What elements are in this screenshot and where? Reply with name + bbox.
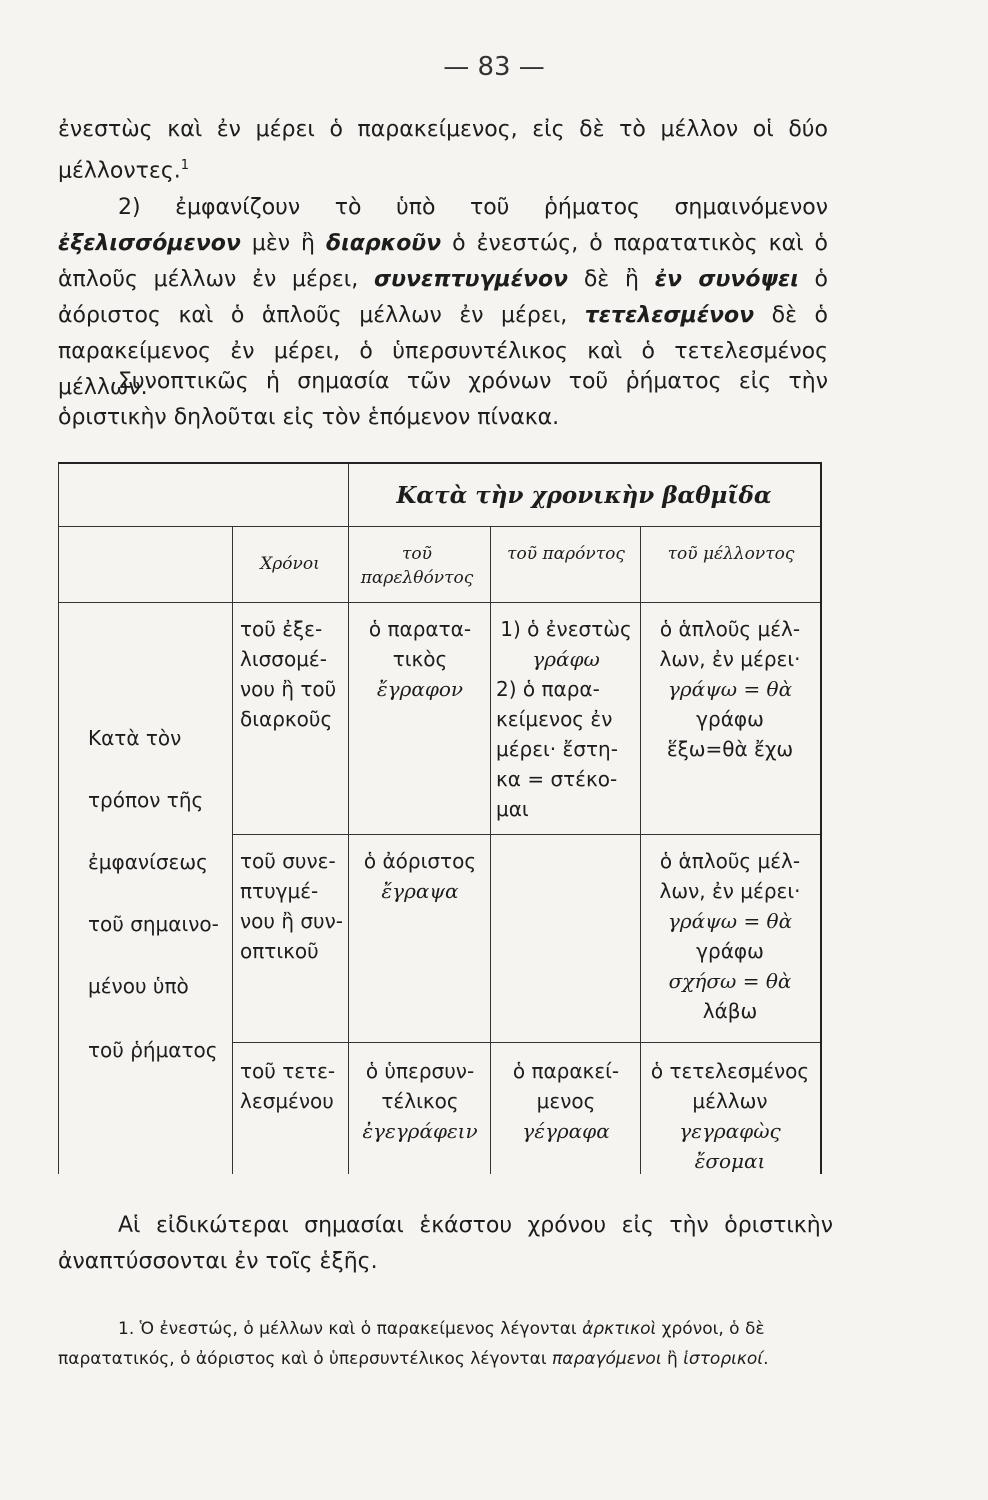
row3-future-line: ὁ τετελεσμένος <box>650 1059 810 1083</box>
paragraph-3: Συνοπτικῶς ἡ σημασία τῶν χρόνων τοῦ ῥήματος εἰς τὴν ὁριστικὴν δηλοῦται εἰς τὸν ἑπόμενον πίνακα. <box>58 369 828 430</box>
row1-future <box>642 614 818 764</box>
row2-future-line: λων, ἐν μέρει· <box>659 879 801 903</box>
footnote-text-g: . <box>763 1349 769 1369</box>
row-label-5: μένου ὑπὸ <box>88 974 189 998</box>
row2-past-example: ἔγραψα <box>381 879 459 903</box>
row1-chronoi-line: νου ἢ τοῦ <box>240 677 337 701</box>
row1-chronoi-line: διαρκοῦς <box>240 707 333 731</box>
row2-chronoi-line: οπτικοῦ <box>240 939 319 963</box>
term-diarkoun: διαρκοῦν <box>326 231 442 256</box>
row3-past <box>350 1056 490 1146</box>
row3-chronoi <box>240 1056 350 1116</box>
row-label-6: τοῦ ῥήματος <box>88 1038 218 1062</box>
row1-present-line: 2) ὁ παρα- <box>496 677 600 701</box>
row3-present-line: μενος <box>536 1089 596 1113</box>
row-label-3: ἐμφανίσεως <box>88 850 208 874</box>
row1-chronoi-line: τοῦ ἐξε- <box>240 617 323 641</box>
row1-present-line: μέρει· ἔστη- <box>496 737 618 761</box>
row3-present <box>492 1056 640 1146</box>
footnote-term-arktikoi: ἀρκτικοὶ <box>582 1319 657 1339</box>
row3-future-example-2: ἔσομαι <box>694 1149 766 1173</box>
row-label-4: τοῦ σημαινο- <box>88 912 219 936</box>
row3-present-line: ὁ παρακεί- <box>512 1059 620 1083</box>
row1-future-line: γράφω <box>696 707 764 731</box>
row1-present <box>492 614 640 824</box>
header-past: τοῦ παρελθόντος <box>360 544 474 588</box>
row1-future-example: γράψω = θὰ <box>667 677 793 701</box>
row3-present-example: γέγραφα <box>522 1119 610 1143</box>
footnote-text-c: χρόνοι, ὁ δὲ παρατατικός, ὁ ἀόριστος καὶ ὁ ὑπερσυντέλικος λέγονται <box>58 1319 765 1369</box>
row1-past-example: ἔγραφον <box>376 677 464 701</box>
footnote-term-paragomenoi: παραγόμενοι <box>552 1349 662 1369</box>
row1-chronoi-line: λισσομέ- <box>240 647 327 671</box>
footnote-term-istorikoi: ἱστορικοί <box>683 1349 764 1369</box>
row2-chronoi-line: πτυγμέ- <box>240 879 319 903</box>
row3-past-line: τέλικος <box>381 1089 459 1113</box>
row2-chronoi <box>240 846 350 966</box>
footnote-marker: 1 <box>180 158 189 173</box>
row2-future-line: λάβω <box>702 999 758 1023</box>
row1-past <box>350 614 490 704</box>
row1-future-line: ἕξω=θὰ ἔχω <box>666 737 794 761</box>
paragraph-1 <box>58 112 828 189</box>
p2-text-i: ὁ ἀόριστος καὶ ὁ ἁπλοῦς μέλλων ἐν μέρει, <box>58 267 829 328</box>
row2-future-line: γράφω <box>696 939 764 963</box>
footnote-text-a: 1. Ὁ ἐνεστώς, ὁ μέλλων καὶ ὁ παρακείμενος λέγονται <box>118 1319 583 1339</box>
paragraph-4: Αἱ εἰδικώτεραι σημασίαι ἑκάστου χρόνου εἰς τὴν ὁριστικὴν ἀναπτύσσονται ἐν τοῖς ἑξῆς. <box>58 1213 833 1274</box>
row2-past-line: ὁ ἀόριστος <box>363 849 477 873</box>
p2-text-c: μὲν ἢ <box>240 231 327 256</box>
table-divider-col1 <box>232 526 233 1174</box>
p2-text-e: ὁ ἐνεστώς, ὁ παρατατικὸς καὶ ὁ ἁπλοῦς μέλλων ἐν μέρει, <box>58 231 829 292</box>
row3-past-line: ὁ ὑπερσυν- <box>365 1059 475 1083</box>
page-number: — 83 — <box>443 52 545 82</box>
row1-future-line: λων, ἐν μέρει· <box>659 647 801 671</box>
header-future: τοῦ μέλλοντος <box>667 544 795 564</box>
row2-chronoi-line: τοῦ συνε- <box>240 849 336 873</box>
row2-chronoi-line: νου ἢ συν- <box>240 909 344 933</box>
term-en-synopsei: ἐν συνόψει <box>654 267 799 292</box>
table-row1-rule <box>232 834 820 835</box>
row1-future-line: ὁ ἁπλοῦς μέλ- <box>659 617 801 641</box>
row-label-1: Κατὰ τὸν <box>88 726 182 750</box>
row1-present-line: κείμενος ἐν <box>496 707 613 731</box>
row1-present-line: 1) ὁ ἐνεστὼς <box>500 617 632 641</box>
row2-future-example: γράψω = θὰ <box>667 909 793 933</box>
row3-past-example: ἐγεγράφειν <box>362 1119 478 1143</box>
paragraph-1-text: ἐνεστὼς καὶ ἐν μέρει ὁ παρακείμενος, εἰς δὲ τὸ μέλλον οἱ δύο μέλλοντες. <box>58 117 828 184</box>
row3-future-line: μέλλων <box>692 1089 768 1113</box>
header-present: τοῦ παρόντος <box>507 544 625 564</box>
table-divider-col4 <box>640 526 641 1174</box>
table-title: Κατὰ τὴν χρονικὴν βαθμῖδα <box>396 482 772 509</box>
tense-table <box>58 462 822 1174</box>
table-header-rule <box>58 526 820 527</box>
row2-future-example-2: σχήσω = θὰ <box>668 969 792 993</box>
row2-future-line: ὁ ἁπλοῦς μέλ- <box>659 849 801 873</box>
term-exelissomenon: ἐξελισσόμενον <box>58 231 241 256</box>
row1-past-line: ὁ παρατα- <box>368 617 472 641</box>
table-row2-rule <box>232 1042 820 1043</box>
header-chronoi: Χρόνοι <box>260 554 320 574</box>
p2-text-g: δὲ ἢ <box>568 267 655 292</box>
row2-future <box>642 846 818 1026</box>
row3-chronoi-line: λεσμένου <box>240 1089 334 1113</box>
row2-past <box>350 846 490 906</box>
row1-present-example: γράφω <box>532 647 600 671</box>
row1-past-line: τικὸς <box>392 647 448 671</box>
row1-present-line: κα = στέκο- <box>496 767 618 791</box>
table-divider-col3 <box>490 526 491 1174</box>
table-subheader-rule <box>58 602 820 603</box>
table-border-left <box>58 464 59 1174</box>
term-tetelesmenon: τετελεσμένον <box>584 303 755 328</box>
footnote-text-e: ἢ <box>661 1349 684 1369</box>
p2-text-k: δὲ ὁ παρακείμενος ἐν μέρει, ὁ ὑπερσυντέλικος καὶ ὁ τετελεσμένος μέλλων. <box>58 303 828 400</box>
row3-future-example: γεγραφὼς <box>679 1119 781 1143</box>
row3-future <box>642 1056 818 1176</box>
row3-chronoi-line: τοῦ τετε- <box>240 1059 336 1083</box>
p2-text-a: 2) ἐμφανίζουν τὸ ὑπὸ τοῦ ῥήματος σημαινόμενον <box>118 195 828 220</box>
row-label-2: τρόπον τῆς <box>88 788 204 812</box>
row1-chronoi <box>240 614 350 734</box>
footnote <box>58 1314 838 1374</box>
term-synepygmenon: συνεπτυγμένον <box>374 267 569 292</box>
row1-present-line: μαι <box>496 797 529 821</box>
